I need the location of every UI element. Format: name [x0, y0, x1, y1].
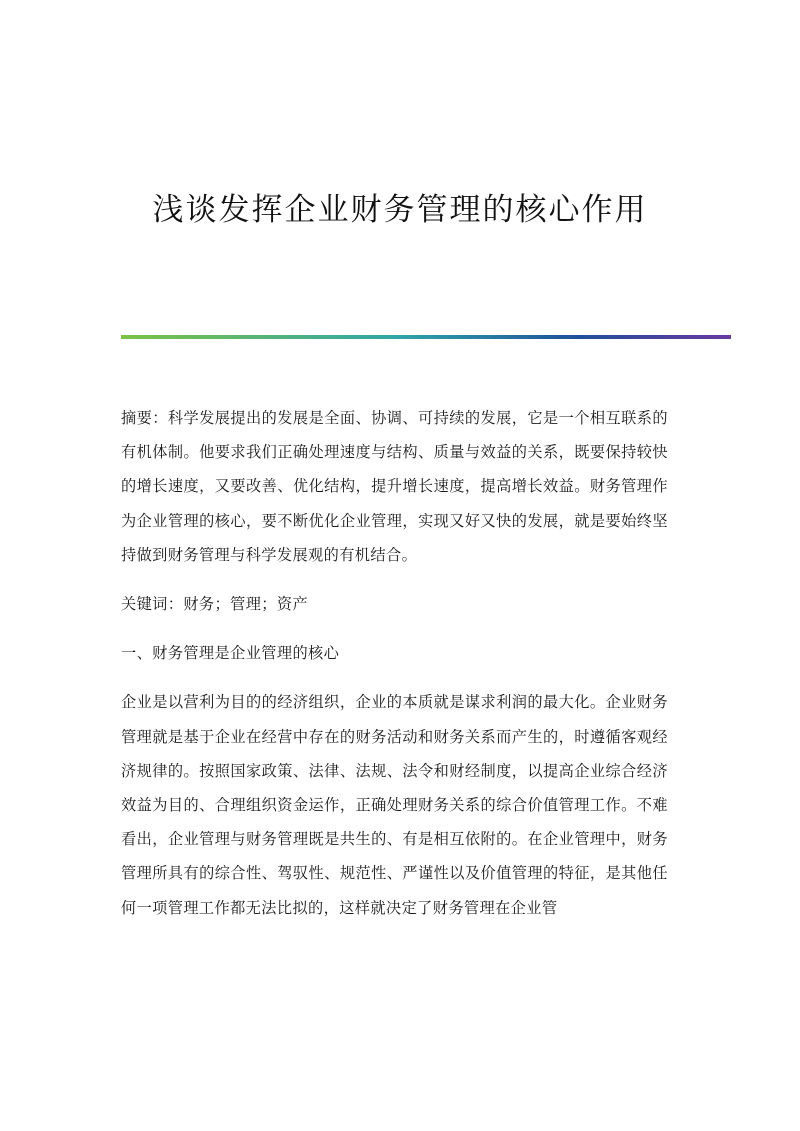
abstract-paragraph: 摘要：科学发展提出的发展是全面、协调、可持续的发展，它是一个相互联系的有机体制。他要求我们正确处理速度与结构、质量与效益的关系，既要保持较快的增长速度，又要改善、优化结构，提升增长速度，提高增长效益。财务管理作为企业管理的核心，要不断优化企业管理，实现又好又快的发展，就是要始终坚持做到财务管理与科学发展观的有机结合。	[121, 409, 668, 564]
document-body	[121, 401, 668, 940]
title-divider	[121, 335, 731, 339]
section-heading: 一、财务管理是企业管理的核心	[121, 644, 340, 663]
section-body-paragraph: 企业是以营利为目的的经济组织，企业的本质就是谋求利润的最大化。企业财务管理就是基于企业在经营中存在的财务活动和财务关系而产生的，时遵循客观经济规律的。按照国家政策、法律、法规、法令和财经制度，以提高企业综合经济效益为目的、合理组织资金运作，正确处理财务关系的综合价值管理工作。不难看出，企业管理与财务管理既是共生的、有是相互依附的。在企业管理中，财务管理所具有的综合性、驾驭性、规范性、严谨性以及价值管理的特征，是其他任何一项管理工作都无法比拟的，这样就决定了财务管理在企业管	[121, 693, 668, 917]
document-title: 浅谈发挥企业财务管理的核心作用	[152, 192, 648, 228]
keywords-line: 关键词：财务；管理；资产	[121, 595, 309, 614]
